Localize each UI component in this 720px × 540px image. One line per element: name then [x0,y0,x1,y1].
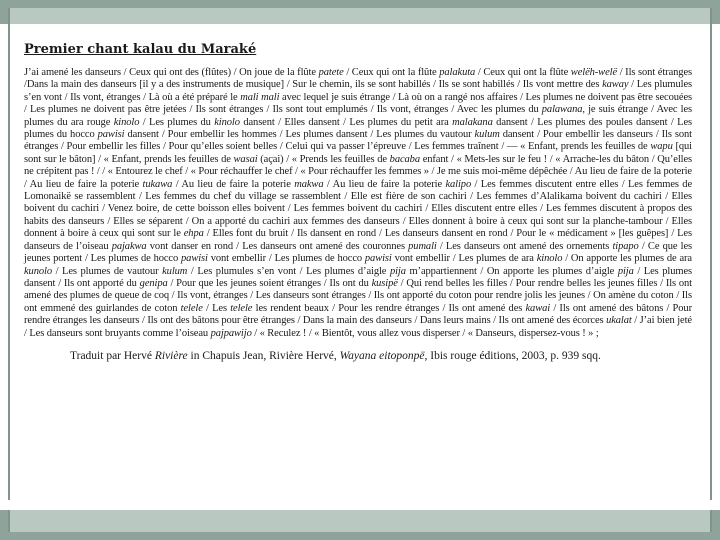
citation-book-title: Wayana eitoponpë [339,349,425,362]
bottom-frame-inner [8,510,712,532]
top-frame-inner [8,8,712,24]
song-text: J’ai amené les danseurs / Ceux qui ont des (flûtes) / On joue de la flûte patete / Ceux qui ont la flûte palakuta / Ceux qui ont la flûte welëh-welë / Ils sont étranges /Dans la main des danseurs [il y a des instruments de musique] / Sur le chemin, ils se sont habillés / Ils se sont habillés / Ils vont mettre des kaway / Les plumules s’en vont / Ils vont, étranges / Là où a été préparé le mali mali avec lequel je suis étrange / Là où on a rangé nos affaires / Les plumes ne doivent pas être secouées / Les plumes ne doivent pas être jetées / Ils sont étranges / Ils sont tout emplumés / Ils vont, étranges / Avec les plumes du palawana, je suis étrange / Avec les plumes du ara rouge kinolo / Les plumes du kinolo dansent / Elles dansent / Les plumes du petit ara malakana dansent / Les plumes des poules dansent / Les plumes du hocco pawisi dansent / Pour embellir les hommes / Les plumes dansent / Les plumes du vautour kulum dansent / Pour embellir les danseurs / Ils sont étranges / Pour embellir les filles / Pour qu’elles soient belles / Celui qui va passer l’épreuve / Les femmes traînent / — « Enfant, prends les feuilles de wapu [qui sont sur le bâton] / « Enfant, prends les feuilles de wasai (açai) / « Prends les feuilles de bacaba enfant / « Mets-les sur le feu ! / « Arrache-les du bâton / Qu’elles ne crépitent pas ! / / « Entourez le chef / « Pour réchauffer le chef / « Pour réchauffer les femmes » / Je me suis moi-même dépêchée / Au lieu de faire de la poterie / Au lieu de faire la poterie tukawa / Au lieu de faire la poterie makwa / Au lieu de faire la poterie kalipo / Les femmes discutent entre elles / Les femmes de Lomonaikë se rassemblent / Les femmes du chef du village se rassemblent / Elle est fière de son cachiri / Les femmes d’Alalikama boivent du cachiri / Elles boivent du cachiri / Venez boire, de cette boisson elles boivent / Les femmes boivent du cachiri / Elles discutent entre elles / Les femmes discutent à propos des habits des danseurs / Elles se séparent / On a apporté du cachiri aux femmes des danseurs / Elles donnent à boire à ceux qui sont sur la planche-tambour / Elles donnent à boire à ceux qui sont sur le ehpa / Elles font du bruit / Ils dansent en rond / Les danseurs dansent en rond / Pour le « médicament » [les guêpes] / Les danseurs de l’oiseau pajakwa vont danser en rond / Les danseurs ont amené des couronnes pumali / Les danseurs ont amené des ornements tipapo / Ce que les jeunes portent / Les plumes de hocco pawisi vont embellir / Les plumes de hocco pawisi vont embellir / Les plumes de ara kinolo / On apporte les plumes de ara kunolo / Les plumes de vautour kulum / Les plumules s’en vont / Les plumes d’aigle pija m’appartiennent / On apporte les plumes d’aigle pija / Les plumes dansent / Ils ont apporté du genipa / Pour que les jeunes soient étranges / Ils ont du kusipë / Qui rend belles les filles / Pour rendre belles les jeunes filles / Ils ont amené des plumes de queue de coq / Ils vont, étranges / Les danseurs sont étranges / Ils ont apporté du coton pour rendre jolis les jeunes / On amène du coton / Ils ont emmené des guirlandes de coton telele / Les telele les rendent beaux / Pour les rendre étranges / Ils ont amené des kawai / Ils ont amené des bâtons / Pour rendre étranges les danseurs / Ils ont des bâtons pour être étranges / Dans la main des danseurs / Dans leurs mains / Ils ont amené des écorces ukalat / J’ai bien jeté / Les danseurs sont bruyants comme l’oiseau pajpawijo / « Reculez ! / « Bientôt, vous allez vous disperser / « Danseurs, dispersez-vous ! » ; [24,67,693,339]
bottom-frame-bar [0,510,720,540]
document-content [24,42,692,362]
citation-suffix: , Ibis rouge éditions, 2003, p. 939 sqq. [424,349,601,362]
citation [70,350,692,362]
citation-prefix: Traduit par Hervé [70,349,155,362]
page-title: Premier chant kalau du Maraké [24,42,257,57]
citation-translator-surname: Rivière [154,349,188,362]
citation-middle: in Chapuis Jean, Rivière Hervé, [187,349,340,362]
top-frame-bar [0,0,720,24]
